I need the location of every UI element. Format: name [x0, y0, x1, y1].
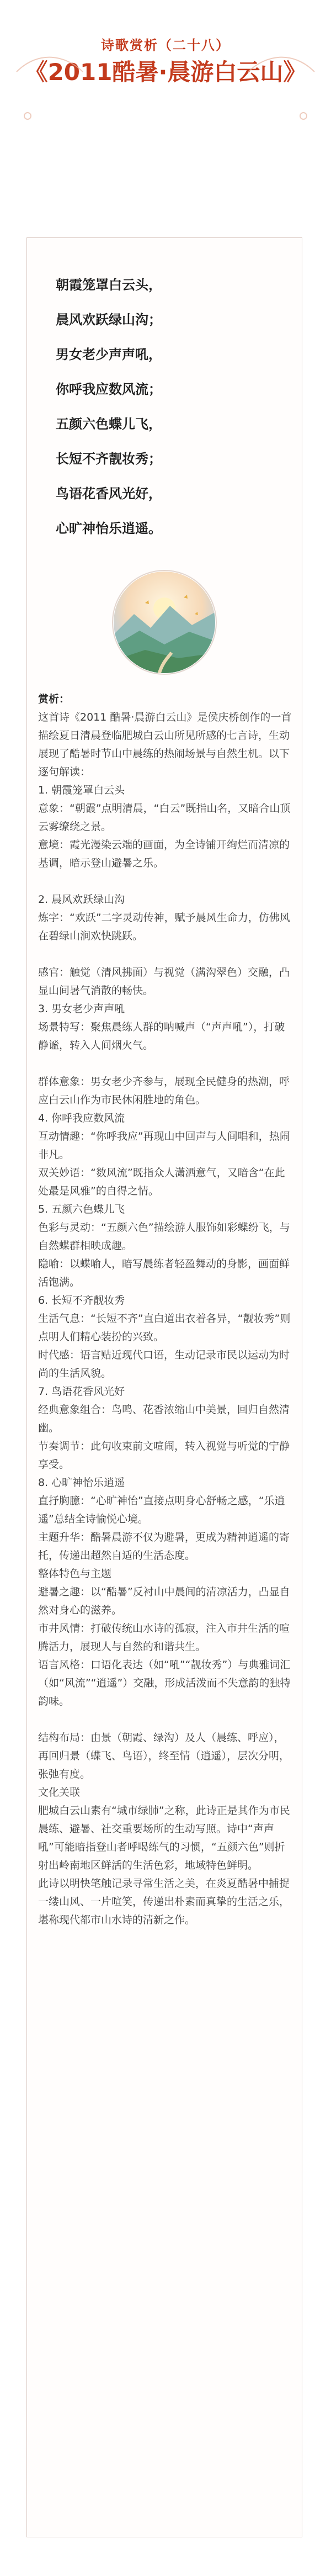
section-text: 肥城白云山素有“城市绿肺”之称，此诗正是其作为市民晨练、避暑、社交重要场所的生动写照。诗中“声声吼”可能暗指登山者呼喝练气的习惯，“五颜六色”则折射出岭南地区鲜活的生活色彩，地域特色鲜明。 [38, 1805, 290, 1871]
analysis [27, 675, 302, 1929]
section-title: 4. 你呼我应数风流 [38, 1112, 125, 1124]
section-text: 语言风格：口语化表达（如“吼”“靓妆秀”）与典雅词汇（如“风流”“逍遥”）交融，形成活泼而不失意韵的独特韵味。 [38, 1659, 291, 1707]
poem-line: 五颜六色蝶儿飞， [56, 416, 162, 432]
section-text: 互动情趣：“你呼我应”再现山中回声与人间唱和，热闹非凡。 [38, 1130, 290, 1161]
section-text: 炼字：“欢跃”二字灵动传神，赋予晨风生命力，仿佛风在碧绿山涧欢快跳跃。 [38, 912, 290, 942]
section-text: 群体意象：男女老少齐参与，展现全民健身的热潮，呼应白云山作为市民休闲胜地的角色。 [38, 1076, 290, 1106]
section-title: 5. 五颜六色蝶儿飞 [38, 1203, 125, 1215]
poem-title: 《2011酷暑·晨游白云山》 [24, 59, 307, 86]
poem-line: 朝霞笼罩白云头， [56, 277, 162, 293]
poem-line: 鸟语花香风光好， [56, 486, 162, 501]
section-title: 1. 朝霞笼罩白云头 [38, 784, 125, 796]
header [0, 0, 331, 88]
section-text: 场景特写：聚焦晨练人群的呐喊声（“声声吼”），打破静谧，转入人间烟火气。 [38, 1021, 285, 1051]
series-label: 诗歌赏析（二十八） [101, 38, 230, 53]
section-text: 双关妙语：“数风流”既指众人潇洒意气，又暗含“在此处最是风雅”的自得之情。 [38, 1167, 285, 1197]
section-text: 直抒胸臆：“心旷神怡”直接点明身心舒畅之感，“乐逍遥”总结全诗愉悦心境。 [38, 1495, 285, 1525]
analysis-intro: 这首诗《2011 酷暑·晨游白云山》是侯庆桥创作的一首描绘夏日清晨登临肥城白云山所见所感的七言诗，生动展现了酷暑时节山中晨练的热闹场景与自然生机。以下逐句解读： [38, 711, 292, 778]
section-text: 市井风情：打破传统山水诗的孤寂，注入市井生活的喧腾活力，展现人与自然的和谐共生。 [38, 1622, 290, 1653]
section-text: 避暑之趣：以“酷暑”反衬山中晨间的清凉活力，凸显自然对身心的滋养。 [38, 1586, 290, 1616]
section-title: 文化关联 [38, 1786, 81, 1799]
poem-line: 你呼我应数风流； [56, 382, 162, 397]
section-title: 2. 晨风欢跃绿山沟 [38, 893, 125, 906]
section-text: 节奏调节：此句收束前文喧闹，转入视觉与听觉的宁静享受。 [38, 1440, 290, 1471]
section-title: 6. 长短不齐靓妆秀 [38, 1294, 125, 1306]
section-text: 经典意象组合：鸟鸣、花香浓缩山中美景，回归自然清幽。 [38, 1404, 290, 1434]
poem-line: 心旷神怡乐逍遥。 [56, 521, 162, 536]
section-text: 生活气息：“长短不齐”直白道出衣着各异，“靓妆秀”则点明人们精心装扮的兴致。 [38, 1313, 291, 1343]
section-title: 3. 男女老少声声吼 [38, 1003, 125, 1015]
section-title: 7. 鸟语花香风光好 [38, 1385, 125, 1398]
poem-line: 晨风欢跃绿山沟； [56, 312, 162, 327]
section-text: 主题升华：酷暑晨游不仅为避暑，更成为精神逍遥的寄托，传递出超然自适的生活态度。 [38, 1531, 290, 1562]
section-text: 结构布局：由景（朝霞、绿沟）及人（晨练、呼应），再回归景（蝶飞、鸟语），终至情（逍遥），层次分明，张弛有度。 [38, 1732, 290, 1780]
content-card [26, 237, 302, 2537]
section-text: 隐喻：以蝶喻人，暗写晨练者轻盈舞动的身影，画面鲜活饱满。 [38, 1258, 290, 1288]
section-text: 此诗以明快笔触记录寻常生活之美，在炎夏酷暑中捕捉一缕山风、一片喧笑，传递出朴素而真挚的生活之乐，堪称现代都市山水诗的清新之作。 [38, 1877, 290, 1926]
poem-line: 长短不齐靓妆秀； [56, 451, 162, 467]
poem-line: 男女老少声声吼， [56, 347, 162, 362]
section-text: 意象：“朝霞”点明清晨，“白云”既指山名，又暗合山顶云雾缭绕之景。 [38, 802, 291, 833]
analysis-heading: 赏析： [38, 693, 70, 705]
poem [27, 238, 302, 537]
landscape-illustration [112, 570, 217, 675]
section-text: 色彩与灵动：“五颜六色”描绘游人服饰如彩蝶纷飞，与自然蝶群相映成趣。 [38, 1221, 290, 1252]
section-title: 8. 心旷神怡乐逍遥 [38, 1477, 125, 1489]
section-text: 感官：触觉（清风拂面）与视觉（满沟翠色）交融，凸显山间暑气消散的畅快。 [38, 966, 290, 997]
section-text: 意境：霞光漫染云端的画面，为全诗铺开绚烂而清凉的基调，暗示登山避暑之乐。 [38, 839, 290, 869]
section-text: 时代感：语言贴近现代口语，生动记录市民以运动为时尚的生活风貌。 [38, 1349, 290, 1379]
section-title: 整体特色与主题 [38, 1568, 112, 1580]
